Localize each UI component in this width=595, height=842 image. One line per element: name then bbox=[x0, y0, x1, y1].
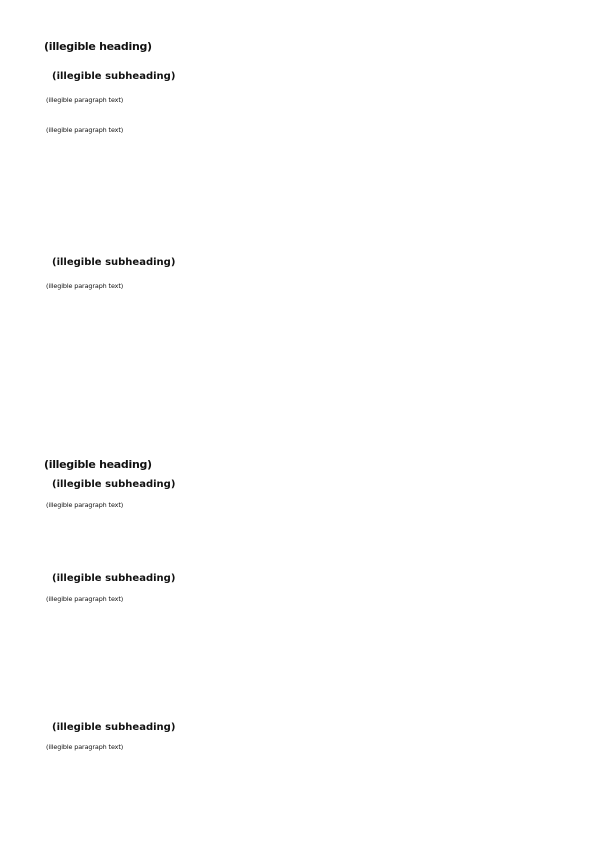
section-2-sub-1-paragraph: (illegible paragraph text) bbox=[46, 501, 124, 509]
section-2-sub-1-heading: (illegible subheading) bbox=[52, 479, 176, 490]
section-2-sub-2-paragraph: (illegible paragraph text) bbox=[46, 595, 124, 603]
section-2-heading: (illegible heading) bbox=[44, 458, 152, 471]
section-1-sub-2-heading: (illegible subheading) bbox=[52, 257, 176, 268]
section-2-sub-3-paragraph: (illegible paragraph text) bbox=[46, 743, 124, 751]
section-1-sub-1-paragraph-1: (illegible paragraph text) bbox=[46, 96, 124, 104]
section-1-sub-1-paragraph-2: (illegible paragraph text) bbox=[46, 126, 124, 134]
section-2-sub-3-heading: (illegible subheading) bbox=[52, 722, 176, 733]
section-1-sub-2-paragraph: (illegible paragraph text) bbox=[46, 282, 124, 290]
section-1-sub-1-heading: (illegible subheading) bbox=[52, 71, 176, 82]
section-1-heading: (illegible heading) bbox=[44, 40, 152, 53]
section-2-sub-2-heading: (illegible subheading) bbox=[52, 573, 176, 584]
